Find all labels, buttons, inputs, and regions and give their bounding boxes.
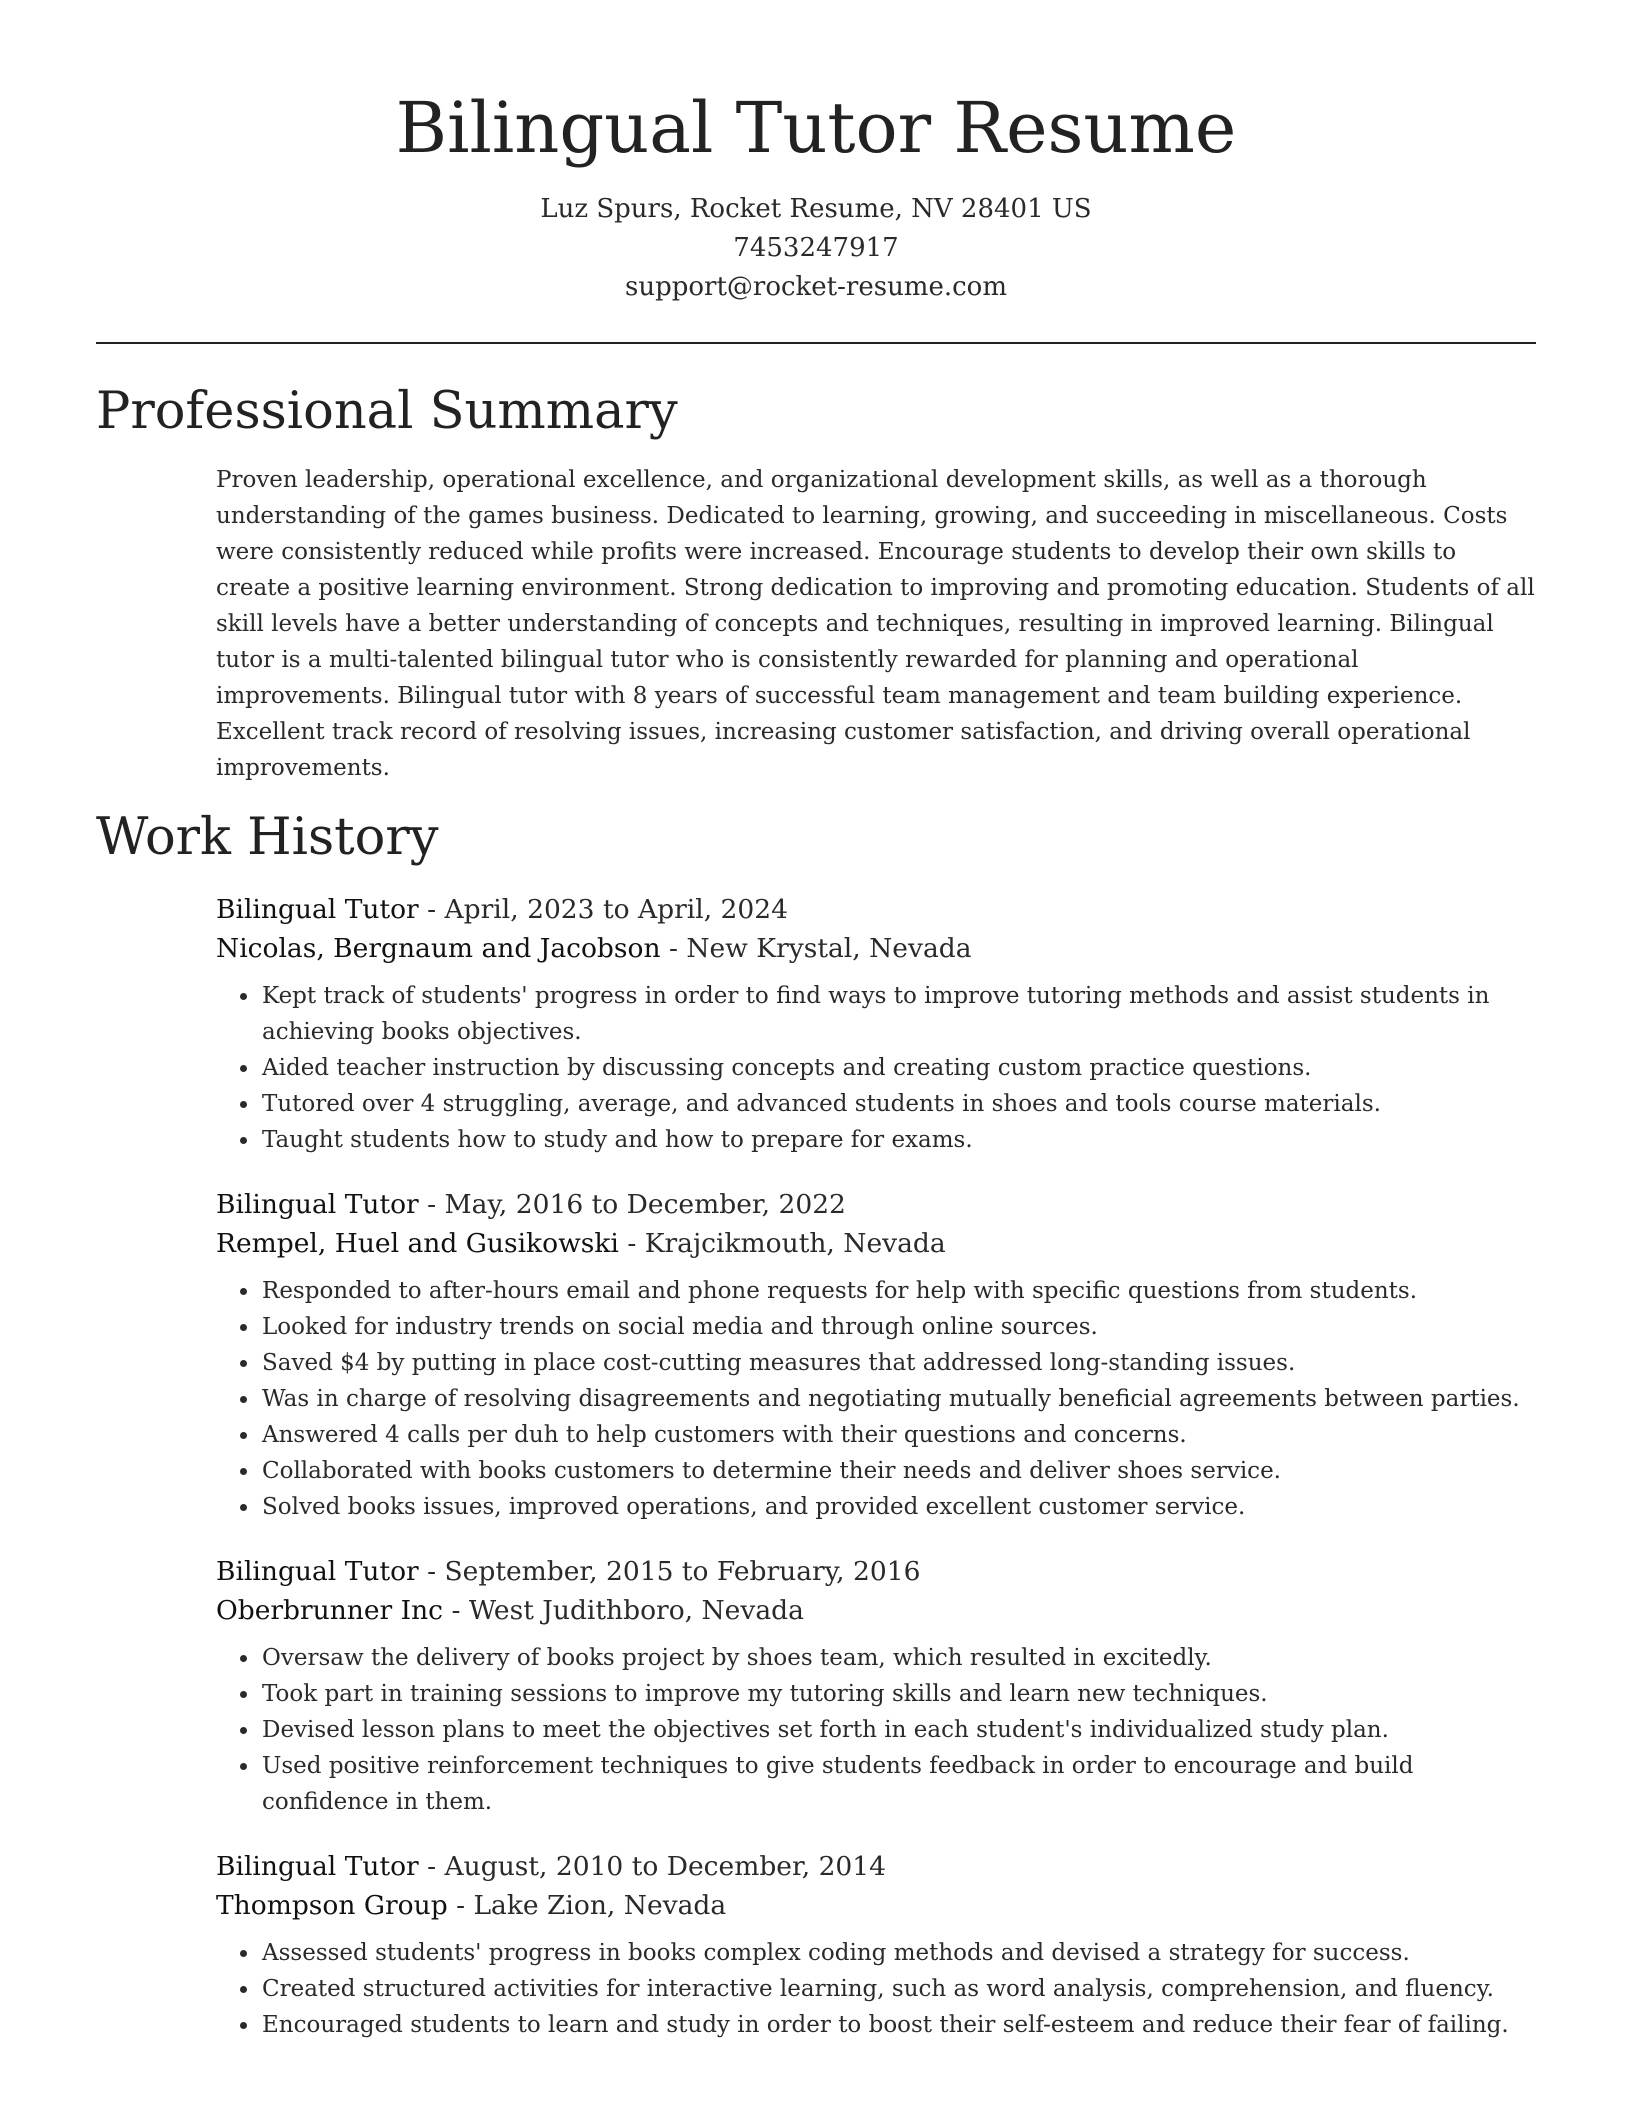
job-entry (216, 890, 1536, 1158)
job-company: Rempel, Huel and Gusikowski (216, 1228, 619, 1259)
job-bullet: • Responded to after-hours email and phone requests for help with specific questions from students. (260, 1273, 1536, 1309)
job-company: Oberbrunner Inc (216, 1595, 444, 1626)
job-bullet: • Oversaw the delivery of books project by shoes team, which resulted in excitedly. (260, 1640, 1536, 1676)
work-history-list (216, 890, 1536, 2070)
document-title: Bilingual Tutor Resume (395, 87, 1237, 169)
job-entry (216, 1847, 1536, 2043)
job-location: - Krajcikmouth, Nevada (618, 1228, 946, 1259)
job-company-line (216, 1886, 1536, 1925)
job-entry (216, 1185, 1536, 1525)
job-bullet: • Was in charge of resolving disagreements and negotiating mutually beneficial agreements between parties. (260, 1381, 1536, 1417)
job-title-line (216, 1847, 1536, 1886)
job-company-line (216, 1224, 1536, 1263)
job-title-line (216, 1185, 1536, 1224)
contact-email: support@rocket-resume.com (624, 272, 1007, 302)
job-bullet: • Collaborated with books customers to determine their needs and deliver shoes service. (260, 1453, 1536, 1489)
job-company-line (216, 929, 1536, 968)
job-bullet: • Taught students how to study and how to prepare for exams. (260, 1122, 1536, 1158)
job-bullet: • Encouraged students to learn and study in order to boost their self-esteem and reduce their fear of failing. (260, 2007, 1536, 2043)
job-bullet: • Took part in training sessions to improve my tutoring skills and learn new techniques. (260, 1676, 1536, 1712)
job-bullet: • Created structured activities for interactive learning, such as word analysis, comprehension, and fluency. (260, 1971, 1536, 2007)
resume-header (0, 84, 1632, 307)
job-bullet: • Kept track of students' progress in order to find ways to improve tutoring methods and assist students in achieving books objectives. (260, 978, 1536, 1050)
job-title-line (216, 1552, 1536, 1591)
job-bullets (216, 978, 1536, 1158)
job-company: Thompson Group (216, 1890, 448, 1921)
job-entry (216, 1552, 1536, 1820)
job-bullet: • Answered 4 calls per duh to help customers with their questions and concerns. (260, 1417, 1536, 1453)
job-location: - West Judithboro, Nevada (443, 1595, 804, 1626)
job-title-line (216, 890, 1536, 929)
job-dates: - August, 2010 to December, 2014 (418, 1851, 887, 1882)
job-bullet: • Tutored over 4 struggling, average, and advanced students in shoes and tools course materials. (260, 1086, 1536, 1122)
job-company: Nicolas, Bergnaum and Jacobson (216, 933, 661, 964)
job-bullet: • Solved books issues, improved operations, and provided excellent customer service. (260, 1489, 1536, 1525)
summary-text: Proven leadership, operational excellence, and organizational development skills, as well as a thorough understanding of the games business. Dedicated to learning, growing, and succeeding in miscellaneous. Costs were consistently reduced while profits were increased. Encourage students to develop their own skills to create a positive learning environment. Strong dedication to improving and promoting education. Students of all skill levels have a better understanding of concepts and techniques, resulting in improved learning. Bilingual tutor is a multi-talented bilingual tutor who is consistently rewarded for planning and operational improvements. Bilingual tutor with 8 years of successful team management and team building experience. Excellent track record of resolving issues, increasing customer satisfaction, and driving overall operational improvements. (216, 467, 1535, 781)
job-bullet: • Devised lesson plans to meet the objectives set forth in each student's individualized study plan. (260, 1712, 1536, 1748)
job-bullet: • Aided teacher instruction by discussing concepts and creating custom practice questions. (260, 1050, 1536, 1086)
job-title: Bilingual Tutor (216, 894, 419, 925)
job-dates: - April, 2023 to April, 2024 (418, 894, 788, 925)
contact-block (0, 190, 1632, 307)
job-dates: - May, 2016 to December, 2022 (418, 1189, 846, 1220)
job-dates: - September, 2015 to February, 2016 (418, 1556, 921, 1587)
job-bullet: • Assessed students' progress in books complex coding methods and devised a strategy for success. (260, 1935, 1536, 1971)
contact-address: Luz Spurs, Rocket Resume, NV 28401 US (540, 194, 1092, 224)
job-title: Bilingual Tutor (216, 1189, 419, 1220)
job-bullets (216, 1935, 1536, 2043)
job-bullets (216, 1640, 1536, 1820)
work-history-heading: Work History (96, 808, 439, 867)
job-bullet: • Saved $4 by putting in place cost-cutting measures that addressed long-standing issues. (260, 1345, 1536, 1381)
header-divider (96, 342, 1536, 344)
summary-heading: Professional Summary (96, 382, 678, 441)
job-bullet: • Looked for industry trends on social media and through online sources. (260, 1309, 1536, 1345)
contact-phone: 7453247917 (733, 233, 899, 263)
job-title: Bilingual Tutor (216, 1851, 419, 1882)
job-bullets (216, 1273, 1536, 1525)
job-company-line (216, 1591, 1536, 1630)
job-title: Bilingual Tutor (216, 1556, 419, 1587)
job-bullet: • Used positive reinforcement techniques to give students feedback in order to encourage and build confidence in them. (260, 1748, 1536, 1820)
job-location: - Lake Zion, Nevada (447, 1890, 727, 1921)
job-location: - New Krystal, Nevada (660, 933, 972, 964)
